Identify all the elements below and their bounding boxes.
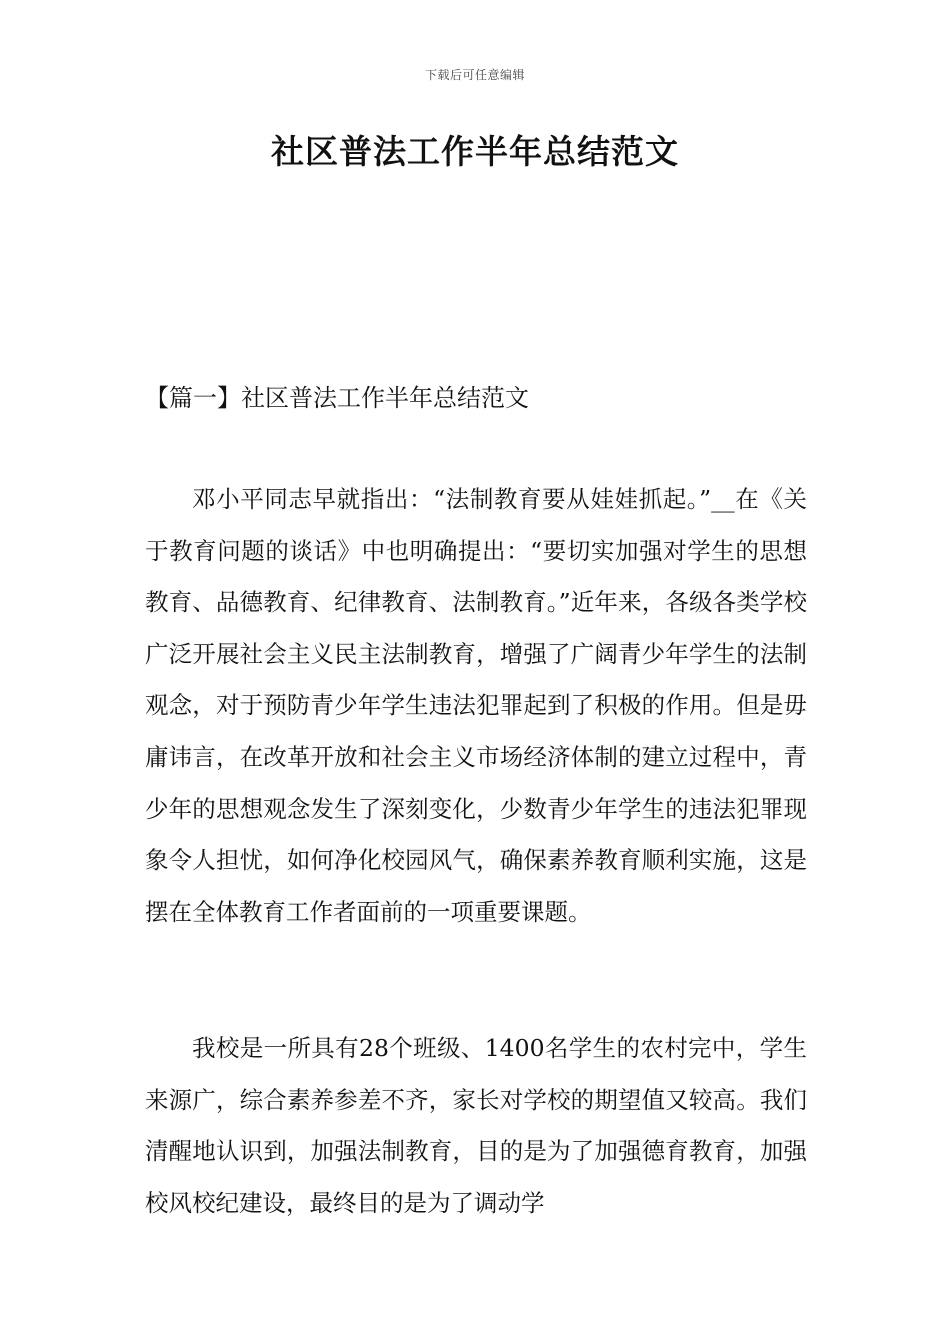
document-title: 社区普法工作半年总结范文	[271, 132, 679, 171]
page-header-note: 下载后可任意编辑	[424, 68, 525, 82]
body-paragraph-1: 邓小平同志早就指出：“法制教育要从娃娃抓起。”__在《关于教育问题的谈话》中也明确提出：“要切实加强对学生的思想教育、品德教育、纪律教育、法制教育。”近年来，各级各类学校广泛开展社会主义民主法制教育，增强了广阔青少年学生的法制观念，对于预防青少年学生违法犯罪起到了积极的作用。但是毋庸讳言，在改革开放和社会主义市场经济体制的建立过程中，青少年的思想观念发生了深刻变化，少数青少年学生的违法犯罪现象令人担忧，如何净化校园风气，确保素养教育顺利实施，这是摆在全体教育工作者面前的一项重要课题。	[145, 485, 807, 926]
body-paragraph-2: 我校是一所具有28个班级、1400名学生的农村完中，学生来源广，综合素养参差不齐，家长对学校的期望值又较高。我们清醒地认识到，加强法制教育，目的是为了加强德育教育，加强校风校纪建设，最终目的是为了调动学	[145, 1034, 807, 1217]
section-heading: 【篇一】社区普法工作半年总结范文	[145, 384, 529, 412]
